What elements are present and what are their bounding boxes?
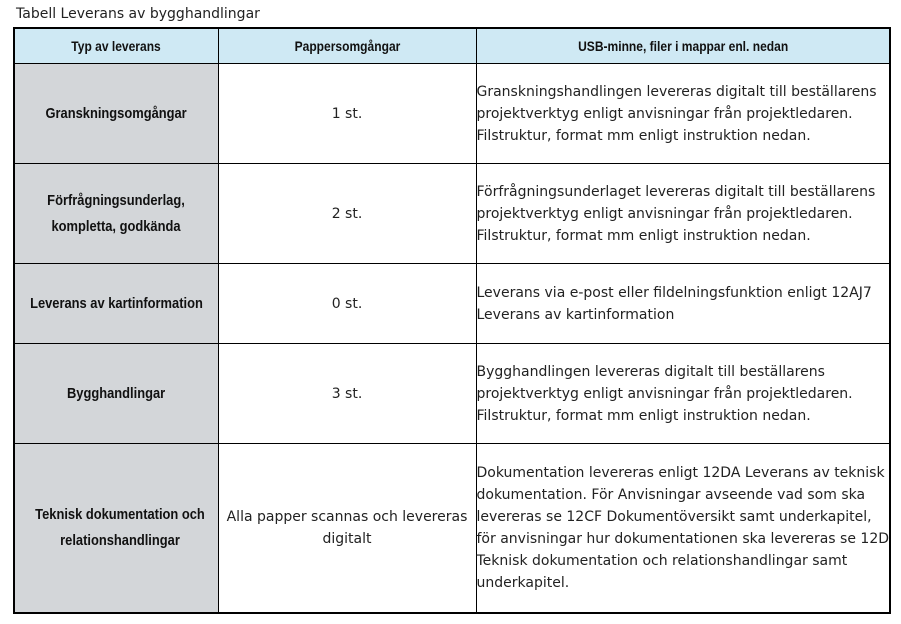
row-type-cell xyxy=(14,164,218,264)
table-row xyxy=(14,344,890,444)
row-usb-text: Leverans via e-post eller fildelningsfunktion enligt 12AJ7 Leverans av kartinformation xyxy=(476,284,872,323)
row-usb-cell xyxy=(476,64,890,164)
table-caption: Tabell Leverans av bygghandlingar xyxy=(16,6,260,22)
row-type-text: Leverans av kartinformation xyxy=(29,294,203,312)
table-row xyxy=(14,444,890,613)
delivery-table xyxy=(13,27,891,614)
table-row xyxy=(14,164,890,264)
row-paper-text: Alla papper scannas och levereras digitalt xyxy=(226,508,468,547)
row-type-text: Förfrågningsunderlag, kompletta, godkända xyxy=(47,191,186,235)
row-usb-text: Granskningshandlingen levereras digitalt till beställarens projektverktyg enligt anvisningar från projektledaren. Filstruktur, format mm enligt instruktion nedan. xyxy=(476,83,877,144)
row-paper-cell xyxy=(218,164,476,264)
row-usb-text: Förfrågningsunderlaget levereras digitalt till beställarens projektverktyg enligt anvisningar från projektledaren. Filstruktur, format mm enligt instruktion nedan. xyxy=(476,183,876,244)
row-type-cell xyxy=(14,444,218,613)
row-usb-text: Dokumentation levereras enligt 12DA Leverans av teknisk dokumentation. För Anvisningar avseende vad som ska levereras se 12CF Dokumentöversikt samt underkapitel, för anvisningar hur dokumentationen ska levereras se 12D Teknisk dokumentation och relationshandlingar samt underkapitel. xyxy=(476,464,890,591)
table-row xyxy=(14,64,890,164)
row-type-cell xyxy=(14,344,218,444)
row-usb-cell xyxy=(476,164,890,264)
table-header-row xyxy=(14,28,890,64)
row-paper-text: 0 st. xyxy=(331,295,363,312)
row-type-text: Bygghandlingar xyxy=(67,384,166,402)
row-usb-cell xyxy=(476,344,890,444)
header-usb xyxy=(476,28,890,64)
row-paper-cell xyxy=(218,264,476,344)
row-paper-text: 2 st. xyxy=(331,205,363,222)
row-type-cell xyxy=(14,64,218,164)
table-row xyxy=(14,264,890,344)
header-paper xyxy=(218,28,476,64)
header-paper-label: Pappersomgångar xyxy=(294,38,400,54)
row-paper-text: 1 st. xyxy=(331,105,363,122)
header-type xyxy=(14,28,218,64)
row-paper-cell xyxy=(218,64,476,164)
row-paper-cell xyxy=(218,444,476,613)
row-type-text: Granskningsomgångar xyxy=(45,104,187,122)
row-type-cell xyxy=(14,264,218,344)
row-usb-cell xyxy=(476,444,890,613)
header-type-label: Typ av leverans xyxy=(71,38,161,54)
row-type-text: Teknisk dokumentation och relationshandlingar xyxy=(35,505,205,549)
row-paper-text: 3 st. xyxy=(331,385,363,402)
row-usb-text: Bygghandlingen levereras digitalt till beställarens projektverktyg enligt anvisningar från projektledaren. Filstruktur, format mm enligt instruktion nedan. xyxy=(476,363,853,424)
row-paper-cell xyxy=(218,344,476,444)
row-usb-cell xyxy=(476,264,890,344)
header-usb-label: USB-minne, filer i mappar enl. nedan xyxy=(577,38,788,54)
